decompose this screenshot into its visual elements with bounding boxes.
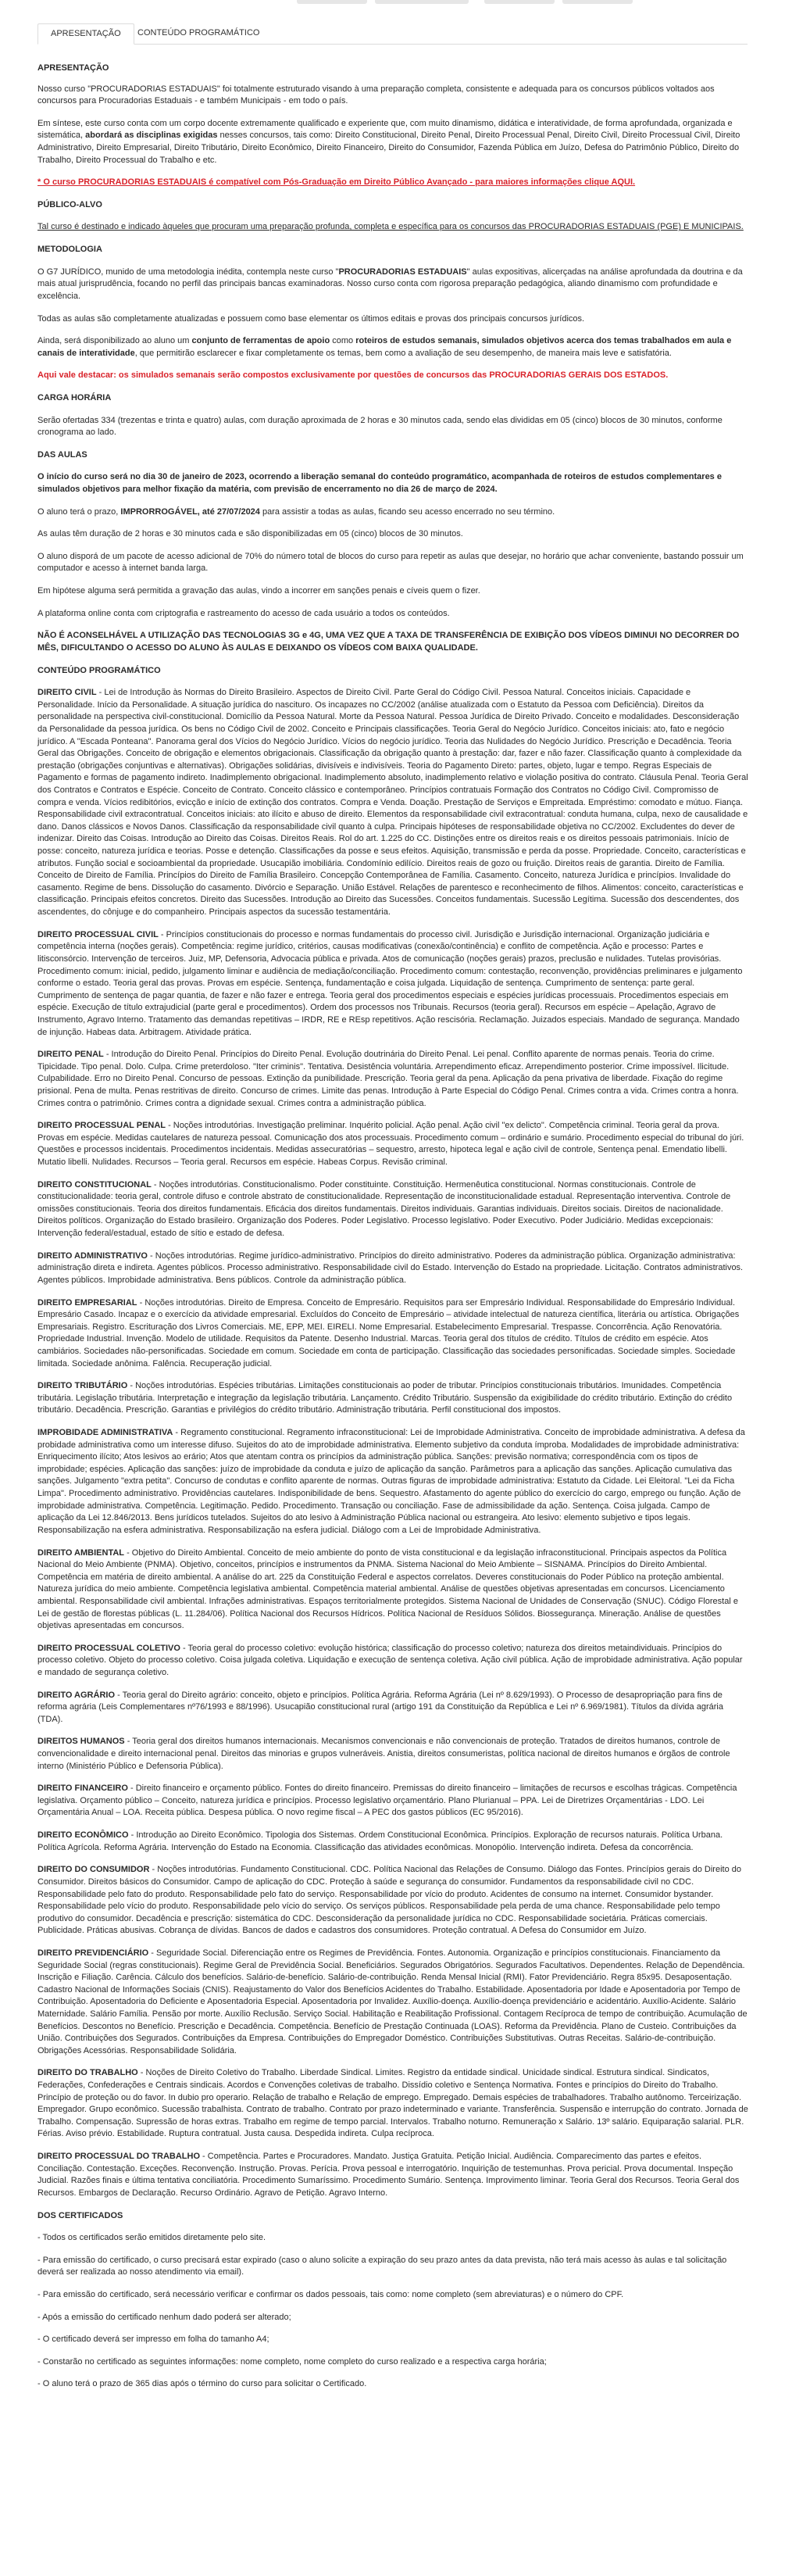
section-direito-empresarial: DIREITO EMPRESARIAL - Noções introdutórias. Direito de Empresa. Conceito de Empresário. Requisitos para ser Empresário Individual. Responsabilidade do Empresário Individual. Empresário Casado. Incapaz e o exercício da atividade empresarial. Excluídos do Conceito de Empresário – atividade intelectual de natureza científica, literária ou artística. Obrigações Empresariais. Registro. Escrituração dos Livros Comerciais. ME, EPP, MEI. EIRELI. Nome Empresarial. Estabelecimento Empresarial. Trespasse. Concorrência. Ação Renovatória. Propriedade Industrial. Invenção. Modelo de utilidade. Requisitos da Patente. Desenho Industrial. Marcas. Teoria geral dos títulos de crédito. Títulos de crédito em espécie. Atos cambiários. Sociedades não-personificadas. Sociedade em comum. Sociedade em conta de participação. Classificação das sociedades personificadas. Sociedade simples. Sociedade limitada. Sociedade anônima. Falência. Recuperação judicial. [37, 1297, 740, 1368]
section-direito-previdenciario: DIREITO PREVIDENCIÁRIO - Seguridade Social. Diferenciação entre os Regimes de Previdência. Fontes. Autonomia. Organização e princípios constitucionais. Financiamento da Seguridade Social (regras constitucionais). Regime Geral de Previdência Social. Beneficiários. Segurados Obrigatórios. Segurados Facultativos. Dependentes. Relação de Dependência. Inscrição e Filiação. Carência. Cálculo dos benefícios. Salário-de-benefício. Salário-de-contribuição. Renda Mensal Inicial (RMI). Fator Previdenciário. Regra 85x95. Desaposentação. Cadastro Nacional de Informações Sociais (CNIS). Reajustamento do Valor dos Benefícios Acidentes do Trabalho. Estabilidade. Aposentadoria por Idade e Aposentadoria por Tempo de Contribuição. Aposentadoria do Deficiente e Aposentadoria Especial. Aposentadoria por Invalidez. Auxílio-doença. Auxílio-doença previdenciário e acidentário. Auxílio-Acidente. Salário Maternidade. Salário Família. Pensão por morte. Auxílio Reclusão. Serviço Social. Habilitação e Reabilitação Profissional. Contagem Recíproca de tempo de contribuição. Acumulação de Benefícios. Descontos no Benefício. Prescrição e Decadência. Competência. Benefício de Prestação Continuada (LOAS). Reforma da Previdência. Plano de Custeio. Contribuições da União. Contribuições dos Segurados. Contribuições da Empresa. Contribuições do Empregador Doméstico. Contribuições Substitutivas. Outras Receitas. Salário-de-contribuição. Obrigações Acessórias. Responsabilidade Solidária. [37, 1948, 748, 2055]
aulas-atualizadas-text: Todas as aulas são completamente atualizadas e possuem como base elementar os últimos editais e provas dos principais concursos jurídicos. [37, 313, 585, 324]
duracao-aulas-text: As aulas têm duração de 2 horas e 30 minutos cada e são disponibilizadas em 05 (cinco) blocos de 30 minutos. [37, 529, 463, 539]
section-direito-processual-coletivo: DIREITO PROCESSUAL COLETIVO - Teoria geral do processo coletivo: evolução histórica; classificação do processo coletivo; natureza dos direitos metaindividuais. Princípios do processo coletivo. Objeto do processo coletivo. Coisa julgada coletiva. Liquidação e execução de sentença coletiva. Ação civil pública. Ação de improbidade administrativa. Ação popular e mandado de segurança coletivo. [37, 1643, 743, 1677]
publico-alvo-title: PÚBLICO-ALVO [37, 199, 102, 209]
pos-graduacao-link[interactable]: * O curso PROCURADORIAS ESTADUAIS é compatível com Pós-Graduação em Direito Público Avançado - para maiores informações clique AQUI. [37, 177, 636, 188]
section-direito-administrativo: DIREITO ADMINISTRATIVO - Noções introdutórias. Regime jurídico-administrativo. Princípios do direito administrativo. Poderes da administração pública. Organização administrativa: administração direta e indireta. Agentes públicos. Processo administrativo. Responsabilidade civil do Estado. Intervenção do Estado na propriedade. Licitação. Contratos administrativos. Agentes públicos. Improbidade administrativa. Bens públicos. Controle da administração pública. [37, 1250, 744, 1285]
simulados-highlight: Aqui vale destacar: os simulados semanais serão compostos exclusivamente por questões de concursos das PROCURADORIAS GERAIS DOS ESTADOS. [37, 370, 669, 381]
summary-paragraph: Em síntese, este curso conta com um corpo docente extremamente qualificado e experiente que, com muito dinamismo, didática e interatividade, de forma aprofundada, organizada e sistemática, abordará as disciplinas exigidas nesses concursos, tais como: Direito Constitucional, Direito Penal, Direito Processual Penal, Direito Civil, Direito Processual Civil, Direito Administrativo, Direito Empresarial, Direito Tributário, Direito Econômico, Direito Financeiro, Direito do Consumidor, Fazenda Pública em Juízo, Defesa do Patrimônio Público, Direito do Trabalho, Direito Processual do Trabalho e etc. [37, 118, 740, 165]
carga-horaria-text: Serão ofertadas 334 (trezentas e trinta e quatro) aulas, com duração aproximada de 2 horas e 30 minutos cada, sendo elas divididas em 05 (cinco) blocos de 30 minutos, conforme cronograma ao lado. [37, 415, 723, 438]
criptografia-text: A plataforma online conta com criptografia e rastreamento do acesso de cada usuário a todos os conteúdos. [37, 608, 450, 618]
gravacao-proibida-text: Em hipótese alguma será permitida a gravação das aulas, vindo a incorrer em sanções penais e cíveis quem o fizer. [37, 586, 480, 596]
aviso-3g-4g: NÃO É ACONSELHÁVEL A UTILIZAÇÃO DAS TECNOLOGIAS 3G e 4G, UMA VEZ QUE A TAXA DE TRANSFERÊNCIA DE EXIBIÇÃO DOS VÍDEOS DIMINUI NO DECORRER DO MÊS, DIFICULTANDO O ACESSO DO ALUNO ÀS AULAS E DEIXANDO OS VÍDEOS COM BAIXA QUALIDADE. [37, 631, 740, 653]
certificado-line: - Constarão no certificado as seguintes informações: nome completo, nome completo do curso realizado e a respectiva carga horária; [37, 2356, 547, 2367]
metodologia-text: O G7 JURÍDICO, munido de uma metodologia inédita, contempla neste curso "PROCURADORIAS ESTADUAIS" aulas expositivas, alicerçadas na análise aprofundada da doutrina e da mais atual jurisprudência, focando no perfil das principais bancas examinadoras. Nosso curso conta com rigorosa preparação pedagógica, aliando dinamismo com profundidade e excelência. [37, 267, 743, 301]
section-direito-do-trabalho: DIREITO DO TRABALHO - Noções de Direito Coletivo do Trabalho. Liberdade Sindical. Limites. Registro da entidade sindical. Unicidade sindical. Estrutura sindical. Sindicatos, Federações, Confederações e Centrais sindicais. Acordos e Convenções coletivas de trabalho. Dissídio coletivo e Sentença Normativa. Fontes e princípios do Direito do Trabalho. Princípio de proteção ou do favor. In dubio pro operario. Relação de trabalho e Relação de emprego. Empregado. Demais espécies de trabalhadores. Trabalho autônomo. Terceirização. Empregador. Grupo econômico. Sucessão trabalhista. Contrato de trabalho. Contrato por prazo indeterminado e variante. Transferência. Suspensão e interrupção do contrato. Jornada de Trabalho. Compensação. Supressão de horas extras. Trabalho em regime de tempo parcial. Intervalos. Trabalho noturno. Remuneração x Salário. 13º salário. Equiparação salarial. PLR. Férias. Aviso prévio. Estabilidade. Ruptura contratual. Justa causa. Despedida indireta. Culpa recíproca. [37, 2068, 748, 2139]
ferramentas-text: Ainda, será disponibilizado ao aluno um conjunto de ferramentas de apoio como roteiros de estudos semanais, simulados objetivos acerca dos temas trabalhados em aula e canais de interatividade, que permitirão esclarecer e fixar completamente os temas, bem como a avaliação de seu desempenho, de maneira mais leve e satisfatória. [37, 336, 732, 358]
tab-apresentacao[interactable]: APRESENTAÇÃO [37, 23, 134, 45]
section-direito-processual-penal: DIREITO PROCESSUAL PENAL - Noções introdutórias. Investigação preliminar. Inquérito policial. Ação penal. Ação civil "ex delicto". Competência criminal. Teoria geral da prova. Provas em espécie. Medidas cautelares de natureza pessoal. Comunicação dos atos processuais. Procedimento comum – ordinário e sumário. Procedimento especial do tribunal do júri. Questões e processos incidentais. Procedimentos incidentais. Medidas assecuratórias – sequestro, arresto, hipoteca legal e ação civil de controle, Sentença penal. Emendatio libelli. Mutatio libelli. Nulidades. Recursos – Teoria geral. Recursos em espécie. Habeas Corpus. Revisão criminal. [37, 1121, 744, 1168]
sections-list [37, 687, 748, 2199]
section-direito-agrario: DIREITO AGRÁRIO - Teoria geral do Direito agrário: conceito, objeto e princípios. Política Agrária. Reforma Agrária (Lei nº 8.629/1993). O Processo de desapropriação para fins de reforma agrária (Leis Complementares nº76/1993 e 88/1996). Usucapião constitucional rural (artigo 191 da Constituição da República e Lei nº 6.969/1981). Títulos da dívida agrária (TDA). [37, 1690, 723, 1724]
section-direito-tributario: DIREITO TRIBUTÁRIO - Noções introdutórias. Espécies tributárias. Limitações constitucionais ao poder de tributar. Princípios constitucionais tributários. Imunidades. Competência tributária. Legislação tributária. Interpretação e integração da legislação tributária. Lançamento. Crédito Tributário. Suspensão da exigibilidade do crédito tributário. Extinção do crédito tributário. Decadência. Prescrição. Garantias e privilégios do crédito tributário. Administração tributária. Perfil constitucional dos impostos. [37, 1381, 733, 1415]
section-improbidade-administrativa: IMPROBIDADE ADMINISTRATIVA - Regramento constitucional. Regramento infraconstitucional: Lei de Improbidade Administrativa. Conceito de improbidade administrativa. A defesa da probidade administrativa como um interesse difuso. Sujeitos do ato de improbidade administrativa. Elemento subjetivo da conduta ímproba. Modalidades de improbidade administrativa: Enriquecimento ilícito; Atos lesivos ao erário; Atos que atentam contra os princípios da administração pública. Sanções: previsão normativa; correspondência com os tipos de improbidade; espécies. Aplicação das sanções: juízo de improbidade da conduta e juízo de aplicação da sanção. Parâmetros para a aplicação das sanções. Aplicação cumulativa das sanções. Julgamento "extra petita". Concurso de condutas e conflito aparente de normas. Outras figuras de improbidade administrativa: Estatuto da Cidade. Lei Eleitoral. "Lei da Ficha Limpa". Procedimento administrativo. Providências cautelares. Indisponibilidade de bens. Sequestro. Afastamento do agente público do exercício do cargo, emprego ou função. Ação de improbidade administrativa. Competência. Legitimação. Pedido. Procedimento. Transação ou conciliação. Fase de admissibilidade da ação. Sentença. Coisa julgada. Campo de aplicação da Lei 12.846/2013. Bens jurídicos tutelados. Sujeitos do ato lesivo à Administração Pública nacional ou estrangeira. Ato lesivo: elemento subjetivo e tipos legais. Responsabilização na esfera administrativa. Responsabilização na esfera judicial. Diálogo com a Lei de Improbidade Administrativa. [37, 1428, 745, 1535]
section-direito-processual-do-trabalho: DIREITO PROCESSUAL DO TRABALHO - Competência. Partes e Procuradores. Mandato. Justiça Gratuita. Petição Inicial. Audiência. Comparecimento das partes e efeitos. Conciliação. Contestação. Exceções. Reconvenção. Instrução. Provas. Perícia. Prova pessoal e interrogatório. Inquirição de testemunhas. Prova pericial. Prova documental. Inspeção Judicial. Razões finais e última tentativa conciliatória. Procedimento Sumaríssimo. Procedimento Sumário. Sentença. Improvimento liminar. Teoria Geral dos Recursos. Teoria Geral dos Recursos. Embargos de Declaração. Recurso Ordinário. Agravo de Petição. Agravo Interno. [37, 2152, 740, 2198]
certificado-line: - O certificado deverá ser impresso em folha do tamanho A4; [37, 2334, 269, 2345]
certificado-line: - O aluno terá o prazo de 365 dias após o término do curso para solicitar o Certificado. [37, 2379, 367, 2389]
tab-conteudo-programatico[interactable]: CONTEÚDO PROGRAMÁTICO [137, 28, 260, 38]
section-direito-economico: DIREITO ECONÔMICO - Introdução ao Direito Econômico. Tipologia dos Sistemas. Ordem Constitucional Econômica. Princípios. Exploração de recursos naturais. Política Urbana. Política Agrícola. Reforma Agrária. Intervenção do Estado na Economia. Classificação das atividades econômicas. Monopólio. Intervenção indireta. Defesa da concorrência. [37, 1830, 723, 1852]
inicio-curso-text: O início do curso será no dia 30 de janeiro de 2023, ocorrendo a liberação semanal do conteúdo programático, acompanhada de roteiros de estudos complementares e simulados objetivos para melhor fixação da matéria, com previsão de encerramento no dia 26 de março de 2024. [37, 472, 722, 495]
certificados-list [37, 2232, 748, 2391]
das-aulas-title: DAS AULAS [37, 449, 87, 460]
certificados-title: DOS CERTIFICADOS [37, 2210, 123, 2220]
metodologia-title: METODOLOGIA [37, 245, 102, 255]
pacote-acesso-text: O aluno disporá de um pacote de acesso adicional de 70% do número total de blocos do curso para repetir as aulas que desejar, no horário que achar conveniente, bastando possuir um computador e acesso à internet banda larga. [37, 551, 744, 574]
section-direito-processual-civil: DIREITO PROCESSUAL CIVIL - Princípios constitucionais do processo e normas fundamentais do processo civil. Jurisdição e Jurisdição internacional. Organização judiciária e competência interna (noções gerais). Competência: regime jurídico, critérios, causas modificativas (conexão/continência) e conflito de competência. Ação e processo: Partes e litisconsórcio. Intervenção de terceiros. Juiz, MP, Defensoria, Advocacia pública e privada. Atos de comunicação (noções gerais) prazos, preclusão e nulidades. Tutelas provisórias. Procedimento comum: inicial, pedido, julgamento liminar e audiência de mediação/conciliação. Procedimento comum: contestação, reconvenção, providências preliminares e julgamento conforme o estado. Teoria geral das provas. Provas em espécie. Sentença, fundamentação e coisa julgada. Liquidação de sentença. Cumprimento de sentença: parte geral. Cumprimento de sentença de pagar quantia, de fazer e não fazer e entrega. Teoria geral dos procedimentos especiais e espécies jurídicas processuais. Procedimentos especiais em espécie. Execução de título extrajudicial (parte geral e procedimentos). Ordem dos processos nos Tribunais. Recursos (teoria geral). Recursos em espécie – Apelação, Agravo de Instrumento, Agravo Interno. Tratamento das demandas repetitivas – IRDR, RE e REsp repetitivos. Ação rescisória. Reclamação. Juizados especiais. Mandado de segurança. Mandado de injunção. Habeas data. Arbitragem. Atividade prática. [37, 929, 743, 1037]
conteudo-programatico-title: CONTEÚDO PROGRAMÁTICO [37, 665, 161, 675]
section-direito-ambiental: DIREITO AMBIENTAL - Objetivo do Direito Ambiental. Conceito de meio ambiente do ponto de vista constitucional e da legislação infraconstitucional. Principais aspectos da Política Nacional do Meio Ambiente (PNMA). Objetivo, conceitos, princípios e instrumentos da PNMA. Sistema Nacional do Meio Ambiente – SISNAMA. Princípios do Direito Ambiental. Competência em matéria de direito ambiental. A análise do art. 225 da Constituição Federal e aspectos correlatos. Deveres constitucionais do Poder Público na proteção ambiental. Natureza jurídica do meio ambiente. Competência legislativa ambiental. Competência material ambiental. Análise de questões objetivas apresentadas em concursos. Licenciamento ambiental. Responsabilidade civil ambiental. Infrações administrativas. Espaços territorialmente protegidos. Sistema Nacional de Unidades de Conservação (SNUC). Código Florestal e Lei de gestão de florestas públicas (L. 11.284/06). Política Nacional dos Recursos Hídricos. Política Nacional de Resíduos Sólidos. Biossegurança. Mineração. Análise de questões objetivas apresentadas em concursos. [37, 1547, 738, 1631]
prazo-text: O aluno terá o prazo, IMPRORROGÁVEL, até 27/07/2024 para assistir a todas as aulas, ficando seu acesso encerrado no seu término. [37, 506, 555, 517]
publico-alvo-text: Tal curso é destinado e indicado àqueles que procuram uma preparação profunda, completa e específica para os concursos das PROCURADORIAS ESTADUAIS (PGE) E MUNICIPAIS. [37, 222, 744, 232]
top-header-strip [0, 0, 785, 5]
section-direito-financeiro: DIREITO FINANCEIRO - Direito financeiro e orçamento público. Fontes do direito financeiro. Premissas do direito financeiro – limitações de recursos e escolhas trágicas. Competência legislativa. Orçamento público – Conceito, natureza jurídica e princípios. Processo legislativo orçamentário. Plano Plurianual – PPA. Lei de Diretrizes Orçamentárias - LDO. Lei Orçamentária Anual – LOA. Receita pública. Despesa pública. O novo regime fiscal – A PEC dos gastos públicos (EC 95/2016). [37, 1784, 737, 1818]
carga-horaria-title: CARGA HORÁRIA [37, 392, 112, 402]
section-direito-constitucional: DIREITO CONSTITUCIONAL - Noções introdutórias. Constitucionalismo. Poder constituinte. Constituição. Hermenêutica constitucional. Normas constitucionais. Controle de constitucionalidade: teoria geral, controle difuso e controle abstrato de constitucionalidade. Representação de inconstitucionalidade estadual. Representação interventiva. Controle de omissões constitucionais. Teoria dos direitos fundamentais. Eficácia dos direitos fundamentais. Direitos individuais. Garantias individuais. Direitos sociais. Direitos de nacionalidade. Direitos políticos. Organização do Estado brasileiro. Organização dos Poderes. Poder Legislativo. Processo legislativo. Poder Executivo. Poder Judiciário. Medidas excepcionais: Intervenção federal/estadual, estado de sítio e estado de defesa. [37, 1179, 731, 1239]
section-title-apresentacao: APRESENTAÇÃO [37, 63, 109, 73]
certificado-line: - Para emissão do certificado, será necessário verificar e confirmar os dados pessoais, tais como: nome completo (sem abreviaturas) e o número do CPF. [37, 2289, 624, 2299]
intro-paragraph: Nosso curso "PROCURADORIAS ESTADUAIS" foi totalmente estruturado visando à uma preparação completa, consistente e adequada para os concursos públicos voltados aos concursos para Procuradorias Estaduais - e também Municipais - em todo o país. [37, 84, 715, 106]
certificado-line: - Para emissão do certificado, o curso precisará estar expirado (caso o aluno solicite a expiração do seu prazo antes da data prevista, não terá mais acesso às aulas e tal solicitação deverá ser realizada ao nosso atendimento via email). [37, 2255, 727, 2277]
certificado-line: - Após a emissão do certificado nenhum dado poderá ser alterado; [37, 2312, 291, 2322]
section-direito-do-consumidor: DIREITO DO CONSUMIDOR - Noções introdutórias. Fundamento Constitucional. CDC. Política Nacional das Relações de Consumo. Diálogo das Fontes. Princípios gerais do Direito do Consumidor. Direitos básicos do Consumidor. Campo de aplicação do CDC. Proteção à saúde e segurança do consumidor. Fundamentos da responsabilidade civil no CDC. Responsabilidade pelo fato do produto. Responsabilidade pelo fato do serviço. Responsabilidade por vício do produto. Acidentes de consumo na internet. Consumidor bystander. Responsabilidade pelo vício do produto. Responsabilidade pelo vício do serviço. Os serviços públicos. Responsabilidade pela perda de uma chance. Responsabilidade pelo tempo produtivo do consumidor. Decadência e prescrição: sistemática do CDC. Desconsideração da personalidade jurídica no CDC. Responsabilidade societária. Práticas comerciais. Publicidade. Práticas abusivas. Cobrança de dívidas. Bancos de dados e cadastros dos consumidores. Proteção contratual. A Defesa do Consumidor em Juízo. [37, 1865, 741, 1936]
section-direito-penal: DIREITO PENAL - Introdução do Direito Penal. Princípios do Direito Penal. Evolução doutrinária do Direito Penal. Lei penal. Conflito aparente de normas penais. Teoria do crime. Tipicidade. Tipo penal. Dolo. Culpa. Crime preterdoloso. "Iter criminis". Tentativa. Desistência voluntária. Arrependimento eficaz. Arrependimento posterior. Crime impossível. Ilicitude. Culpabilidade. Erro no Direito Penal. Concurso de pessoas. Extinção da punibilidade. Prescrição. Teoria geral da pena. Aplicação da pena privativa de liberdade. Fixação do regime prisional. Pena de multa. Penas restritivas de direito. Concurso de crimes. Limite das penas. Introdução à Parte Especial do Código Penal. Crimes contra a vida. Crimes contra a honra. Crimes contra o patrimônio. Crimes contra a dignidade sexual. Crimes contra a administração pública. [37, 1050, 739, 1108]
tab-bar [37, 23, 748, 45]
certificado-line: - Todos os certificados serão emitidos diretamente pelo site. [37, 2233, 266, 2243]
section-direito-civil: DIREITO CIVIL - Lei de Introdução às Normas do Direito Brasileiro. Aspectos de Direito Civil. Parte Geral do Código Civil. Pessoa Natural. Conceitos iniciais. Capacidade e Personalidade. Início da Personalidade. A situação jurídica do nascituro. Os incapazes no CC/2002 (análise atualizada com o Estatuto da Pessoa com Deficiência). Direitos da personalidade na perspectiva civil-constitucional. Domicílio da Pessoa Natural. Morte da Pessoa Natural. Pessoa Jurídica de Direito Privado. Conceito e modalidades. Desconsideração da Personalidade da pessoa jurídica. Os bens no Código Civil de 2002. Conceito e Principais classificações. Teoria Geral do Negócio Jurídico. Conceitos iniciais: ato, fato e negócio jurídico. A "Escada Ponteana". Panorama geral dos Vícios do Negócio Jurídico. Vícios do negócio jurídico. Teoria das Nulidades do Negócio Jurídico. Prescrição e Decadência. Teoria Geral das Obrigações. Conceito de obrigação e elementos obrigacionais. Classificação da obrigação quanto à prestação: dar, fazer e não fazer. Classificação quanto à complexidade da prestação (obrigações conjuntivas e alternativas). Obrigações solidárias, divisíveis e indivisíveis. Teoria do Pagamento Direto: partes, objeto, lugar e tempo. Regras Especiais de Pagamento e formas de pagamento indireto. Inadimplemento obrigacional. Inadimplemento absoluto, inadimplemento relativo e violação positiva do contrato. Cláusula Penal. Teoria Geral dos Contratos e Contratos e Espécie. Conceito de Contrato. Conceito clássico e contemporâneo. Princípios contratuais Formação dos Contratos no Código Civil. Compromisso de compra e venda. Vícios redibitórios, evicção e início de extinção dos contratos. Compra e Venda. Doação. Prestação de Serviços e Empreitada. Empréstimo: comodato e mútuo. Fiança. Responsabilidade civil extracontratual. Conceitos iniciais: ato ilícito e abuso de direito. Elementos da responsabilidade civil extracontratual: conduta humana, culpa, nexo de causalidade e dano. Danos clássicos e Novos Danos. Classificação da responsabilidade civil quanto à culpa. Principais hipóteses de responsabilidade objetiva no CC/2002. Excludentes do dever de indenizar. Direito das Coisas. Introdução ao Direito das Coisas. Direitos Reais. Rol do art. 1.225 do CC. Distinções entre os direitos reais e os direitos pessoais patrimoniais. Início de posse: conceito, natureza jurídica e teorias. Posse e detenção. Classificações da posse e seus efeitos. Aquisição, transmissão e perda da posse. Propriedade. Conceito, características e atributos. Função social e socioambiental da propriedade. Usucapião imobiliária. Condomínio edilício. Direitos reais de gozo ou fruição. Direitos reais de garantia. Direito de Família. Conceito de Direito de Família. Princípios do Direito de Família Brasileiro. Concepção Contemporânea de Família. Casamento. Conceito, natureza Jurídica e princípios. Invalidade do casamento. Regime de bens. Dissolução do casamento. Divórcio e Separação. União Estável. Relações de parentesco e reconhecimento de filhos. Alimentos: conceito, características e classificação. Principais efeitos concretos. Direito das Sucessões. Introdução ao Direito das Sucessões. Conceitos fundamentais. Sucessão Legítima. Sucessão dos descendentes, dos ascendentes, do cônjuge e do companheiro. Principais aspectos da sucessão testamentária. [37, 688, 748, 918]
tab-content [37, 63, 748, 2401]
section-direitos-humanos: DIREITOS HUMANOS - Teoria geral dos direitos humanos internacionais. Mecanismos convencionais e não convencionais de proteção. Tratados de direitos humanos, controle de convencionalidade e direito internacional penal. Direitos das minorias e grupos vulneráveis. Anistia, direitos consumeristas, política nacional de direitos humanos e órgãos de controle interno (Ministério Público e Defensoria Pública). [37, 1737, 730, 1771]
